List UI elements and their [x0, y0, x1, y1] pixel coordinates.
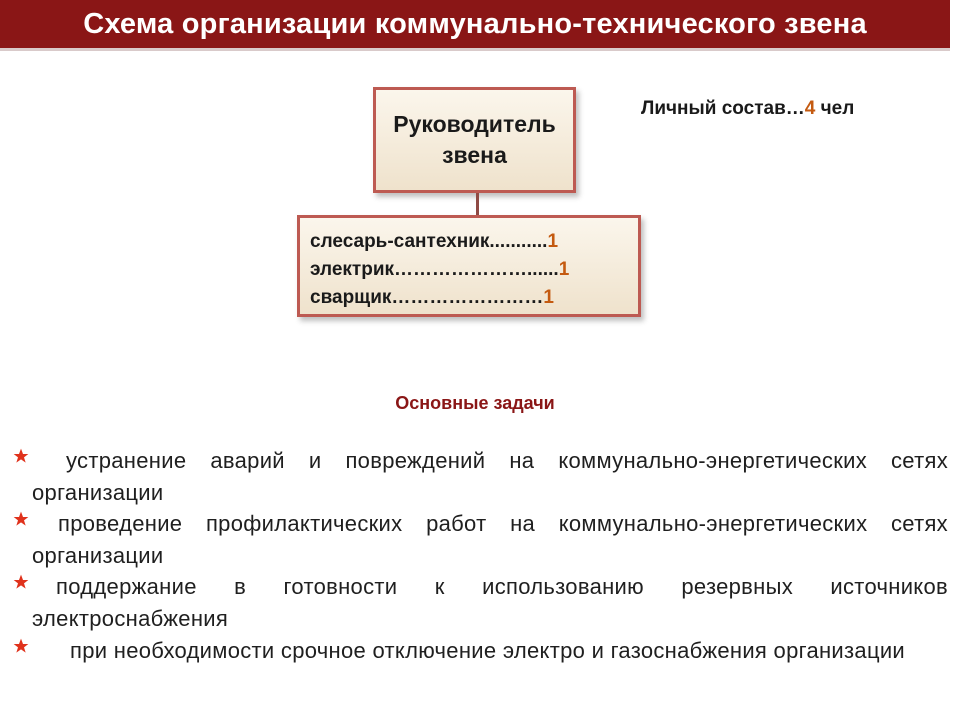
staff-row-plumber [310, 228, 638, 256]
staff-count: 1 [558, 259, 570, 280]
staff-row-welder [310, 284, 638, 312]
star-bullet-icon [13, 511, 29, 527]
leader-box [373, 87, 576, 193]
task-text: устранение аварий и повреждений на коммунально-энергетических сетях организации [32, 448, 948, 505]
tasks-heading: Основные задачи [395, 393, 555, 413]
staff-row-electrician [310, 256, 638, 284]
star-bullet-icon [13, 448, 29, 464]
star-bullet-icon [13, 638, 29, 654]
star-bullet-icon [13, 574, 29, 590]
staff-count: 1 [543, 287, 554, 308]
title-underline [0, 48, 950, 51]
page-title: Схема организации коммунально-технического звена [83, 7, 867, 40]
title-bar [0, 0, 950, 48]
personnel-label: Личный состав… [641, 98, 805, 119]
staff-box [297, 215, 641, 317]
staff-label: сварщик…………………… [310, 287, 544, 308]
task-text: при необходимости срочное отключение электро и газоснабжения организации [70, 638, 906, 663]
staff-label: слесарь-сантехник........... [310, 231, 548, 252]
leader-label: Руководитель звена [393, 111, 556, 168]
task-text: проведение профилактических работ на коммунально-энергетических сетях организации [32, 511, 948, 568]
staff-count: 1 [547, 231, 559, 252]
personnel-count [641, 98, 854, 120]
personnel-unit: чел [815, 98, 855, 119]
connector-line [476, 193, 479, 215]
personnel-number: 4 [804, 98, 816, 119]
staff-label: электрик…………………...... [310, 259, 559, 280]
task-text: поддержание в готовности к использованию резервных источников электроснабжения [32, 574, 948, 631]
